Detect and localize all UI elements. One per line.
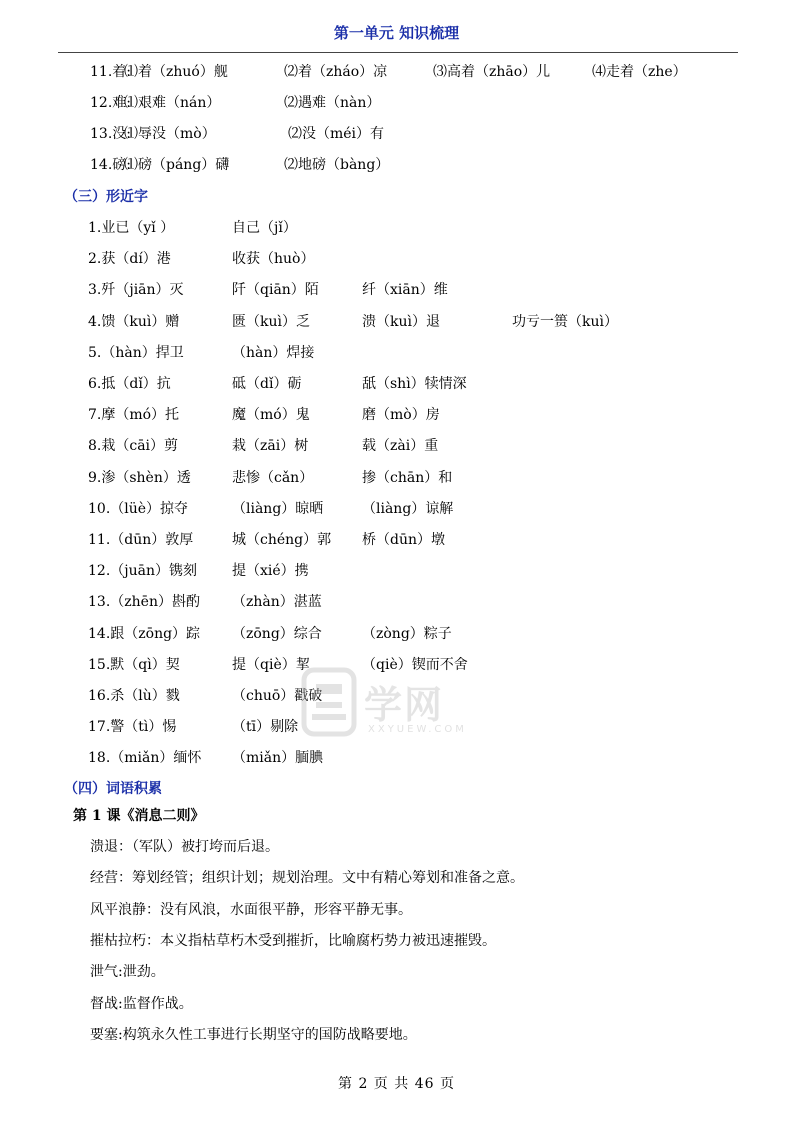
header-divider	[58, 52, 738, 53]
similar-char-entry: 自己（jǐ）	[232, 220, 297, 236]
entry: ⑴艰难（nán）	[124, 95, 221, 111]
similar-char-entry: 14.跟（zōng）踪	[88, 625, 201, 642]
similar-char-entry: 12.（juān）镌刻	[88, 563, 197, 580]
similar-char-entry: 磨（mò）房	[362, 407, 440, 424]
similar-char-entry: 13.（zhēn）斟酌	[88, 594, 200, 611]
similar-char-entry: 掺（chān）和	[362, 469, 453, 486]
similar-char-entry: 舐（shì）犊情深	[362, 376, 467, 392]
similar-char-entry: 纤（xiān）维	[362, 282, 448, 299]
row-number: 14.磅:	[90, 157, 131, 173]
similar-char-entry: 城（chéng）郭	[232, 532, 332, 548]
similar-char-entry: 匮（kuì）乏	[232, 313, 310, 330]
similar-char-entry: 18.（miǎn）缅怀	[88, 750, 202, 767]
similar-char-entry: 溃（kuì）退	[362, 313, 440, 330]
row-number: 12.难:	[90, 95, 131, 111]
similar-char-entry: 11.（dūn）敦厚	[88, 532, 194, 548]
similar-char-entry: （hàn）焊接	[232, 344, 315, 361]
similar-char-entry: 载（zài）重	[362, 438, 439, 455]
similar-char-entry: 7.摩（mó）托	[88, 407, 180, 424]
similar-char-entry: 栽（zāi）树	[232, 438, 309, 455]
similar-char-entry: （liàng）谅解	[362, 500, 454, 517]
similar-char-entry: 10.（lüè）掠夺	[88, 500, 189, 517]
similar-char-entry: 16.杀（lù）戮	[88, 688, 180, 704]
similar-char-entry: 砥（dǐ）砺	[232, 376, 302, 392]
vocab-entry: 溃退：（军队）被打垮而后退。	[90, 839, 279, 855]
similar-char-entry: 2.获（dí）港	[88, 251, 171, 268]
watermark	[298, 666, 526, 746]
similar-char-entry: （zōng）综合	[232, 625, 322, 642]
similar-char-entry: 阡（qiān）陌	[232, 282, 319, 299]
similar-char-entry: 4.馈（kuì）赠	[88, 313, 180, 330]
similar-char-entry: 5.（hàn）捍卫	[88, 344, 184, 361]
row-number: 13.没:	[90, 126, 131, 142]
section-heading: （三）形近字	[64, 189, 148, 205]
similar-char-entry: 9.渗（shèn）透	[88, 469, 191, 486]
vocab-entry: 泄气:泄劲。	[90, 964, 165, 981]
similar-char-entry: 6.抵（dǐ）抗	[88, 376, 171, 392]
entry: ⑴着（zhuó）舰	[124, 64, 228, 80]
similar-char-entry: （zhàn）湛蓝	[232, 594, 322, 611]
entry: ⑵着（zháo）凉	[284, 64, 388, 80]
similar-char-entry: 桥（dūn）墩	[362, 532, 445, 548]
vocab-entry: 经营：筹划经管；组织计划；规划治理。文中有精心筹划和准备之意。	[90, 870, 524, 887]
similar-char-entry: 提（xié）携	[232, 563, 309, 580]
page-header-title: 第一单元 知识梳理	[333, 24, 460, 42]
similar-char-entry: （miǎn）腼腆	[232, 750, 324, 767]
vocab-entry: 风平浪静：没有风浪，水面很平静，形容平静无事。	[90, 901, 412, 918]
entry: ⑴辱没（mò）	[124, 126, 216, 142]
page-footer: 第 2 页 共 46 页	[338, 1076, 455, 1092]
watermark-brand: 学网	[364, 683, 445, 727]
similar-char-entry: 15.默（qì）契	[88, 656, 180, 673]
entry: ⑵地磅（bàng）	[284, 157, 390, 173]
similar-char-entry: 1.业已（yǐ ）	[88, 220, 175, 236]
similar-char-entry: （tī）剔除	[232, 719, 299, 736]
similar-char-entry: 收获（huò）	[232, 251, 315, 268]
row-number: 11.着:	[90, 64, 131, 80]
entry: ⑵遇难（nàn）	[284, 95, 381, 111]
similar-char-entry: （liàng）晾晒	[232, 500, 324, 517]
watermark-logo-icon	[298, 666, 360, 738]
similar-char-entry: （qiè）锲而不舍	[362, 656, 468, 673]
vocab-entry: 督战:监督作战。	[90, 995, 193, 1012]
lesson-title: 第 1 课《消息二则》	[73, 808, 205, 824]
similar-char-entry: 8.栽（cāi）剪	[88, 438, 179, 455]
similar-char-entry: 悲惨（cǎn）	[232, 469, 314, 486]
entry: ⑶高着（zhāo）儿	[433, 64, 551, 80]
entry: ⑷走着（zhe）	[592, 64, 687, 80]
similar-char-entry: 3.歼（jiān）灭	[88, 282, 184, 299]
section-heading: （四）词语积累	[64, 781, 162, 797]
similar-char-entry: 功亏一篑（kuì）	[512, 313, 618, 330]
entry: ⑴磅（páng）礴	[124, 157, 230, 173]
similar-char-entry: （chuō）戳破	[232, 688, 323, 704]
entry: ⑵没（méi）有	[288, 126, 385, 142]
similar-char-entry: 17.警（tì）惕	[88, 719, 177, 736]
similar-char-entry: 魔（mó）鬼	[232, 407, 310, 424]
watermark-site: XXYUEW.COM	[368, 724, 467, 735]
similar-char-entry: 提（qiè）挈	[232, 656, 310, 673]
vocab-entry: 摧枯拉朽：本义指枯草朽木受到摧折，比喻腐朽势力被迅速摧毁。	[90, 932, 496, 949]
similar-char-entry: （zòng）粽子	[362, 625, 452, 642]
vocab-entry: 要塞:构筑永久性工事进行长期坚守的国防战略要地。	[90, 1026, 417, 1043]
